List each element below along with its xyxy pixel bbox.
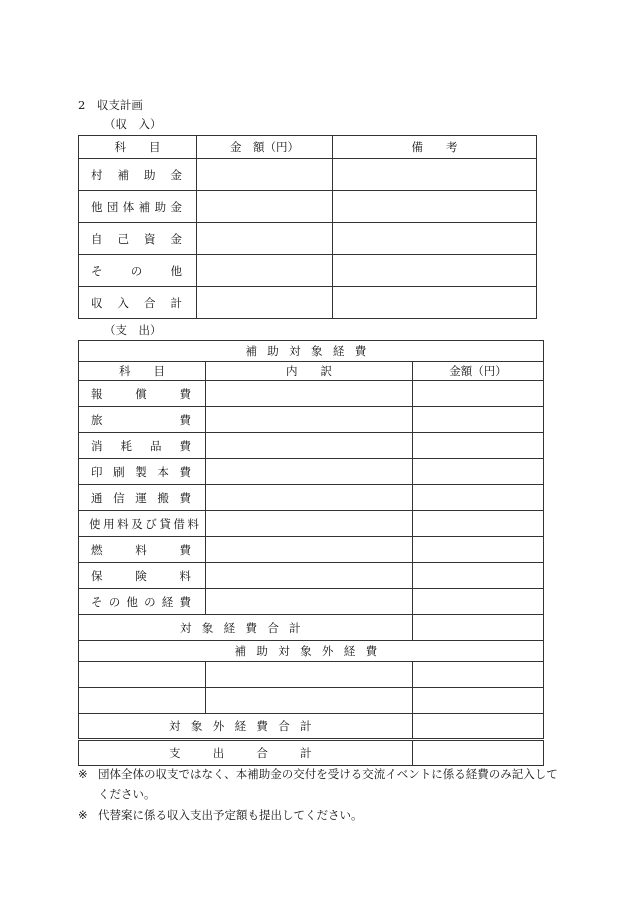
- income-amount-cell[interactable]: [197, 159, 333, 191]
- expense-amount-cell[interactable]: [413, 511, 544, 537]
- expense-amount-cell[interactable]: [413, 407, 544, 433]
- expense-label-other-expenses: そ の 他 の 経 費: [91, 594, 191, 609]
- expense-header-amount: 金額（円）: [413, 362, 544, 381]
- expense-row: [79, 589, 544, 615]
- non-subsidized-breakdown-cell[interactable]: [206, 688, 413, 714]
- expense-row: [79, 563, 544, 589]
- income-remarks-cell[interactable]: [333, 223, 537, 255]
- income-label-other: そ の 他: [91, 263, 182, 278]
- expense-breakdown-cell[interactable]: [206, 589, 413, 615]
- note-mark: ※: [78, 767, 88, 781]
- note-text: 代替案に係る収入支出予定額も提出してください。: [98, 808, 363, 822]
- non-subsidized-total-amount-cell[interactable]: [413, 714, 544, 740]
- expense-breakdown-cell[interactable]: [206, 485, 413, 511]
- expense-amount-cell[interactable]: [413, 589, 544, 615]
- expense-breakdown-cell[interactable]: [206, 511, 413, 537]
- non-subsidized-total-row: [79, 714, 544, 740]
- expense-label-consumables: 消 耗 品 費: [91, 438, 191, 453]
- income-remarks-cell[interactable]: [333, 191, 537, 223]
- income-amount-cell[interactable]: [197, 255, 333, 287]
- expense-header-row: [79, 362, 544, 381]
- grand-total-row: [79, 740, 544, 766]
- expense-row: [79, 407, 544, 433]
- expense-row: [79, 537, 544, 563]
- expense-label-insurance: 保 険 料: [91, 568, 191, 583]
- income-row: [79, 255, 537, 287]
- note-text: 団体全体の収支ではなく、本補助金の交付を受ける交流イベントに係る経費のみ記入してください。: [98, 767, 558, 801]
- expense-row: [79, 381, 544, 407]
- section-title: 2 収支計画: [78, 98, 143, 112]
- non-subsidized-row: [79, 688, 544, 714]
- expense-breakdown-cell[interactable]: [206, 433, 413, 459]
- income-row: [79, 191, 537, 223]
- expense-breakdown-cell[interactable]: [206, 537, 413, 563]
- expense-breakdown-cell[interactable]: [206, 407, 413, 433]
- expense-label-printing: 印 刷 製 本 費: [91, 464, 191, 479]
- income-header-remarks: 備 考: [333, 136, 537, 159]
- non-subsidized-total-label: 対象外経費合計: [79, 714, 413, 740]
- income-remarks-cell[interactable]: [333, 255, 537, 287]
- expense-label-communication-transport: 通 信 運 搬 費: [91, 490, 191, 505]
- expense-label-fuel: 燃 料 費: [91, 542, 191, 557]
- income-header-row: [79, 136, 537, 159]
- expense-header-breakdown: 内 訳: [206, 362, 413, 381]
- note-2: [78, 805, 558, 825]
- income-amount-cell[interactable]: [197, 223, 333, 255]
- expense-row: [79, 511, 544, 537]
- income-header-amount: 金 額（円）: [197, 136, 333, 159]
- income-label-village-subsidy: 村 補 助 金: [91, 167, 182, 182]
- income-label-other-org-subsidy: 他 団 体 補 助 金: [91, 199, 182, 214]
- subsidized-total-row: [79, 615, 544, 641]
- expense-breakdown-cell[interactable]: [206, 381, 413, 407]
- non-subsidized-amount-cell[interactable]: [413, 662, 544, 688]
- expense-amount-cell[interactable]: [413, 485, 544, 511]
- expense-row: [79, 459, 544, 485]
- income-row: [79, 223, 537, 255]
- income-row: [79, 159, 537, 191]
- subsidized-expenses-header: 補助対象経費: [79, 341, 544, 362]
- non-subsidized-expenses-header: 補助対象外経費: [79, 641, 544, 662]
- expense-row: [79, 433, 544, 459]
- income-amount-cell[interactable]: [197, 191, 333, 223]
- non-subsidized-amount-cell[interactable]: [413, 688, 544, 714]
- grand-total-label: 支 出 合 計: [79, 740, 413, 766]
- expense-amount-cell[interactable]: [413, 433, 544, 459]
- income-label-total: 収 入 合 計: [91, 295, 182, 310]
- expense-amount-cell[interactable]: [413, 537, 544, 563]
- non-subsidized-row: [79, 662, 544, 688]
- income-total-remarks-cell[interactable]: [333, 287, 537, 319]
- expense-breakdown-cell[interactable]: [206, 563, 413, 589]
- income-total-amount-cell[interactable]: [197, 287, 333, 319]
- non-subsidized-subject-cell[interactable]: [79, 688, 206, 714]
- expense-breakdown-cell[interactable]: [206, 459, 413, 485]
- note-mark: ※: [78, 808, 88, 822]
- expense-label-travel: 旅 費: [91, 412, 191, 427]
- grand-total-amount-cell[interactable]: [413, 740, 544, 766]
- expense-header-subject: 科 目: [79, 362, 206, 381]
- non-subsidized-subject-cell[interactable]: [79, 662, 206, 688]
- income-label-own-funds: 自 己 資 金: [91, 231, 182, 246]
- expense-table: [78, 340, 544, 766]
- income-header-subject: 科 目: [79, 136, 197, 159]
- non-subsidized-breakdown-cell[interactable]: [206, 662, 413, 688]
- expense-label-honorarium: 報 償 費: [91, 386, 191, 401]
- income-total-row: [79, 287, 537, 319]
- expense-heading: （支 出）: [104, 323, 162, 337]
- income-heading: （収 入）: [104, 117, 162, 131]
- expense-label-usage-rental: 使 用 料 及 び 貸 借 料: [89, 516, 199, 531]
- expense-amount-cell[interactable]: [413, 563, 544, 589]
- expense-amount-cell[interactable]: [413, 381, 544, 407]
- subsidized-total-label: 対象経費合計: [79, 615, 413, 641]
- expense-row: [79, 485, 544, 511]
- income-remarks-cell[interactable]: [333, 159, 537, 191]
- expense-amount-cell[interactable]: [413, 459, 544, 485]
- subsidized-total-amount-cell[interactable]: [413, 615, 544, 641]
- note-1: [78, 764, 558, 804]
- income-table: [78, 135, 537, 319]
